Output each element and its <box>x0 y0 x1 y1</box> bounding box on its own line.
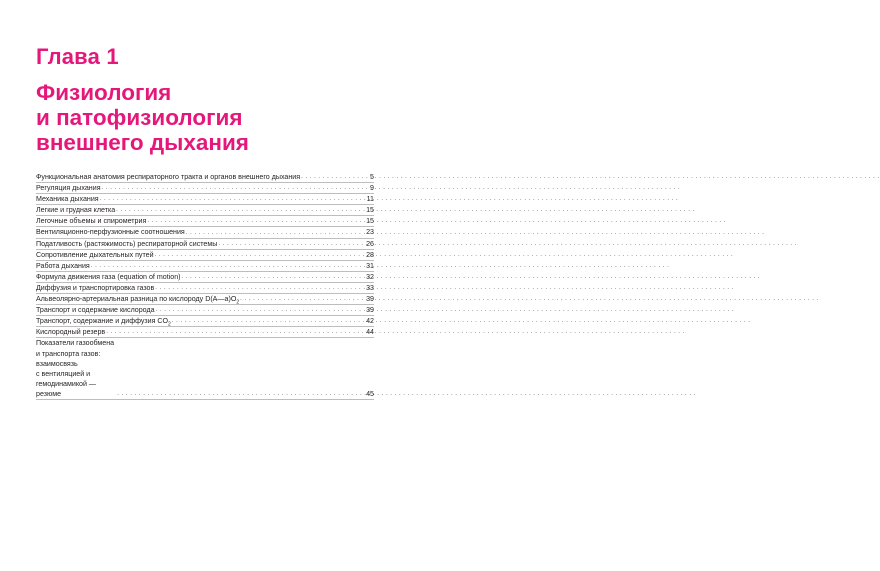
table-of-contents <box>36 172 374 400</box>
toc-entry-page: 28 <box>366 250 374 259</box>
toc-leader-dots <box>172 316 364 326</box>
toc-entry-page: 42 <box>366 317 374 326</box>
toc-leader-dots <box>147 216 364 226</box>
toc-entry-page: 23 <box>366 228 374 237</box>
chapter-title-line-2: и патофизиология <box>36 105 243 130</box>
subscript: 2 <box>236 299 240 306</box>
toc-entry-title <box>36 316 171 326</box>
toc-entry[interactable] <box>36 283 374 294</box>
toc-entry-page: 39 <box>366 306 374 315</box>
toc-entry[interactable] <box>36 272 374 283</box>
toc-leader-dots <box>186 228 364 238</box>
toc-entry-title-text: Транспорт, содержание и диффузия CO <box>36 317 169 326</box>
toc-entry[interactable] <box>36 327 374 338</box>
toc-entry[interactable] <box>36 305 374 316</box>
chapter-label: Глава 1 <box>36 44 119 69</box>
toc-leader-dots <box>100 194 364 204</box>
toc-entry-page: 15 <box>366 206 374 215</box>
toc-entry-title-line-2: с вентиляцией и гемодинамикой — резюме <box>36 369 97 398</box>
toc-entry-title: Вентиляционно-перфузионные соотношения <box>36 228 185 237</box>
subscript: 2 <box>168 321 171 328</box>
toc-entry[interactable] <box>36 338 374 400</box>
toc-entry[interactable] <box>36 205 374 216</box>
toc-entry-page: 9 <box>370 184 374 193</box>
toc-entry-title-line-1: Показатели газообмена и транспорта газов: взаимосвязь <box>36 339 115 368</box>
toc-entry[interactable] <box>36 227 374 238</box>
toc-entry[interactable] <box>36 216 374 227</box>
toc-entry-page: 33 <box>366 283 374 292</box>
chapter-title-line-1: Физиология <box>36 80 172 105</box>
toc-entry-title: Работа дыхания <box>36 261 90 270</box>
toc-entry-title: Податливость (растяжимость) респираторной системы <box>36 239 218 248</box>
toc-entry-title: Механика дыхания <box>36 195 99 204</box>
chapter-title <box>36 80 376 155</box>
toc-entry-page: 45 <box>366 389 374 398</box>
toc-leader-dots <box>155 250 364 260</box>
toc-leader-dots <box>240 294 364 304</box>
toc-entry[interactable] <box>36 194 374 205</box>
toc-entry-page: 5 <box>370 173 374 181</box>
page <box>0 0 400 571</box>
toc-entry-title <box>36 294 239 304</box>
toc-entry-page: 11 <box>366 195 374 204</box>
toc-entry-title: Транспорт и содержание кислорода <box>36 306 155 315</box>
toc-leader-dots <box>155 283 364 293</box>
toc-leader-dots <box>218 239 364 249</box>
toc-entry[interactable] <box>36 239 374 250</box>
toc-entry[interactable] <box>36 261 374 272</box>
toc-entry-title: Кислородный резерв <box>36 328 106 337</box>
toc-entry-title: Легкие и грудная клетка <box>36 206 116 215</box>
toc-leader-dots <box>156 305 364 315</box>
toc-entry[interactable] <box>36 183 374 194</box>
toc-entry[interactable] <box>36 172 374 183</box>
chapter-title-line-3: внешнего дыхания <box>36 130 249 155</box>
toc-leader-dots <box>116 205 364 215</box>
toc-entry-title: Функциональная анатомия респираторного тракта и органов внешнего дыхания <box>36 173 301 181</box>
toc-entry-page: 44 <box>366 328 374 337</box>
toc-leader-dots <box>182 272 365 282</box>
toc-leader-dots <box>301 172 364 182</box>
toc-entry-title <box>36 338 116 399</box>
toc-leader-dots <box>102 183 364 193</box>
toc-entry-title: Легочные объемы и спирометрия <box>36 217 147 226</box>
toc-entry-title: Диффузия и транспортировка газов <box>36 283 155 292</box>
toc-entry-page: 39 <box>366 295 374 304</box>
toc-entry[interactable] <box>36 294 374 305</box>
toc-entry-page: 32 <box>366 272 374 281</box>
toc-entry-title: Регуляция дыхания <box>36 184 101 193</box>
toc-entry-title-text: Альвеолярно-артериальная разница по кислороду D(A—a)O <box>36 295 237 304</box>
toc-entry-page: 31 <box>366 261 374 270</box>
toc-entry-page: 15 <box>366 217 374 226</box>
toc-leader-dots <box>91 261 364 271</box>
toc-entry-title: Сопротивление дыхательных путей <box>36 250 154 259</box>
toc-entry-title: Формула движения газа (equation of motion) <box>36 272 181 281</box>
toc-leader-dots <box>117 389 364 399</box>
toc-entry-page: 26 <box>366 239 374 248</box>
toc-entry[interactable] <box>36 250 374 261</box>
toc-entry[interactable] <box>36 316 374 327</box>
toc-leader-dots <box>106 327 364 337</box>
